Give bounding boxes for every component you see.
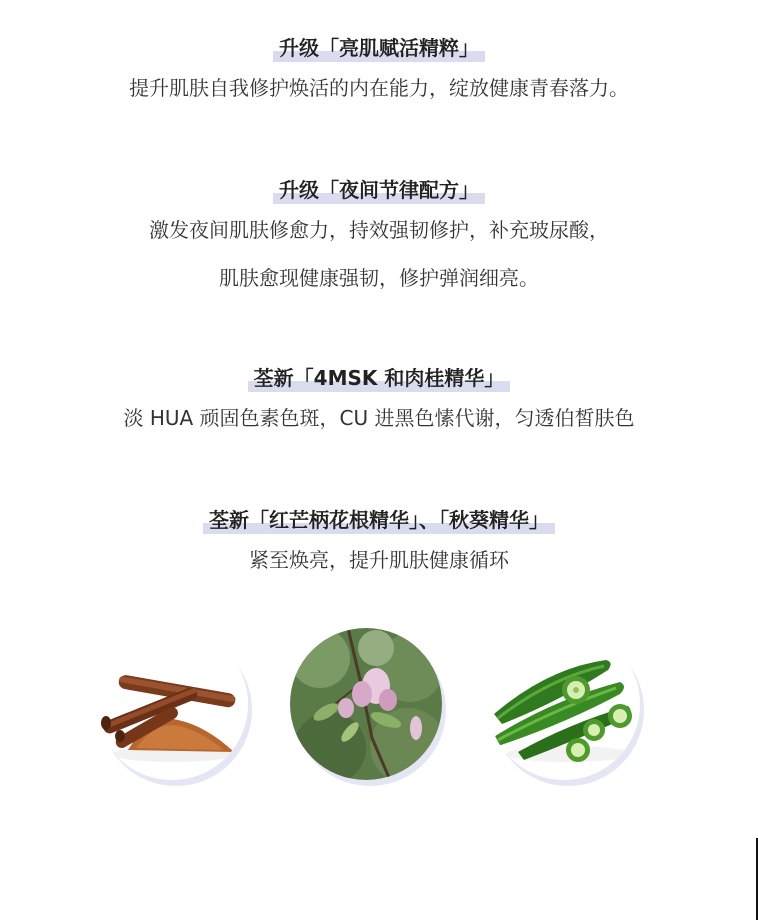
heading-text: 升级「夜间节律配方」 xyxy=(279,178,479,202)
description-line: 淡 HUA 顽固色素色斑，CU 进黑色愫代谢，匀透伯皙肤色 xyxy=(123,406,635,430)
description-line: 紧至焕亮，提升肌肤健康循环 xyxy=(249,548,509,572)
section-restharrow-okra xyxy=(0,506,758,574)
restharrow-flower-icon xyxy=(290,628,442,780)
restharrow-image xyxy=(290,628,442,780)
section-night-rhythm-formula xyxy=(0,176,758,292)
okra-image xyxy=(488,628,640,780)
description-line: 激发夜间肌肤修愈力，持效强韧修护，补充玻尿酸， xyxy=(149,218,609,242)
okra-icon xyxy=(488,628,640,780)
cinnamon-image xyxy=(96,628,248,780)
description-line: 肌肤愈现健康强韧，修护弹润细亮。 xyxy=(219,266,539,290)
section-4msk-cinnamon xyxy=(0,364,758,432)
heading-text: 荃新「4MSK 和肉桂精华」 xyxy=(253,366,505,390)
section-heading xyxy=(203,506,555,534)
heading-text: 荃新「红芒柄花根精华」、「秋葵精华」 xyxy=(209,508,549,532)
section-heading xyxy=(273,176,485,204)
description-line: 提升肌肤自我修护焕活的内在能力，绽放健康青春落力。 xyxy=(129,76,629,100)
section-brightening-essence xyxy=(0,34,758,102)
section-heading xyxy=(273,34,485,62)
section-heading xyxy=(248,364,511,392)
heading-text: 升级「亮肌赋活精粹」 xyxy=(279,36,479,60)
cinnamon-icon xyxy=(96,628,248,780)
